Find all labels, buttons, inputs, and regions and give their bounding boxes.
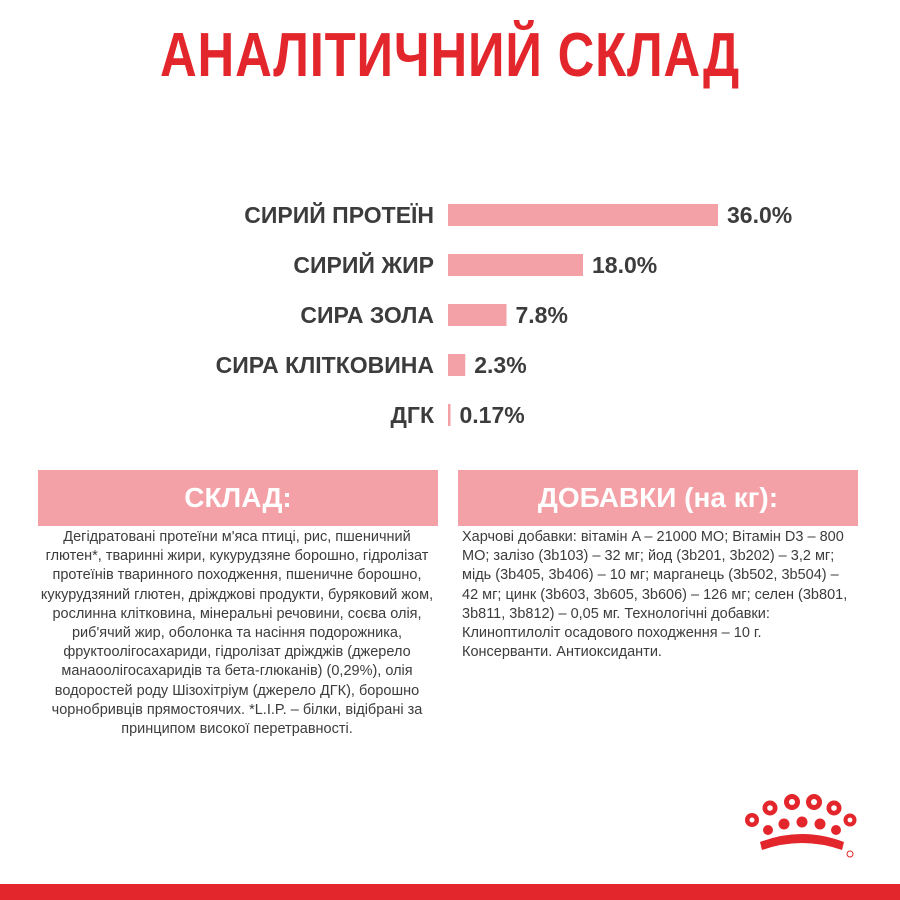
bar-value-label: 2.3% xyxy=(474,352,527,378)
additives-header: ДОБАВКИ (на кг): xyxy=(458,470,858,526)
bar xyxy=(448,304,507,326)
bar-value-label: 0.17% xyxy=(459,402,525,428)
bar-value-label: 36.0% xyxy=(727,202,793,228)
nutrient-bar-chart xyxy=(0,185,900,445)
bar xyxy=(448,404,451,426)
crown-logo-icon xyxy=(738,790,858,865)
bar-label: СИРИЙ ЖИР xyxy=(293,252,434,278)
bar xyxy=(448,204,718,226)
bar xyxy=(448,254,583,276)
page-title: АНАЛІТИЧНИЙ СКЛАД xyxy=(160,21,740,90)
bar-label: СИРА ЗОЛА xyxy=(300,302,434,328)
composition-header: СКЛАД: xyxy=(38,470,438,526)
bar-value-label: 7.8% xyxy=(515,302,568,328)
bar-label: ДГК xyxy=(390,402,434,428)
bottom-accent-band xyxy=(0,884,900,900)
bar-label: СИРИЙ ПРОТЕЇН xyxy=(244,202,434,228)
bar-value-label: 18.0% xyxy=(592,252,658,278)
bar-label: СИРА КЛІТКОВИНА xyxy=(215,352,434,378)
composition-text: Дегідратовані протеїни м'яса птиці, рис, пшеничний глютен*, тваринні жири, кукурудзяне борошно, гідролізат протеїнів тваринного походження, пшеничне борошно, кукурудзяний глютен, дріжджові продукти, буряковий жом, рослинна клітковина, мінеральні речовини, соєва олія, риб'ячий жир, оболонка та насіння подорожника, фруктоолігосахариди, гідролізат дріжджів (джерело манаоолігосахаридів та бета-глюканів) (0,29%), олія водоростей роду Шізохітріум (джерело ДГК), борошно чорнобривців прямостоячих. *L.I.P. – білки, відібрані за принципом високої перетравності. xyxy=(40,529,434,738)
additives-text: Харчові добавки: вітамін A – 21000 МО; Вітамін D3 – 800 МО; залізо (3b103) – 32 мг; йод (3b201, 3b202) – 3,2 мг; мідь (3b405, 3b406) – 10 мг; марганець (3b502, 3b504) – 42 мг; цинк (3b603, 3b605, 3b606) – 126 мг; селен (3b801, 3b811, 3b812) – 0,05 мг. Технологічні добавки: Клиноптилоліт осадового походження – 10 г. Консерванти. Антиоксиданти. xyxy=(462,529,848,661)
bar xyxy=(448,354,465,376)
